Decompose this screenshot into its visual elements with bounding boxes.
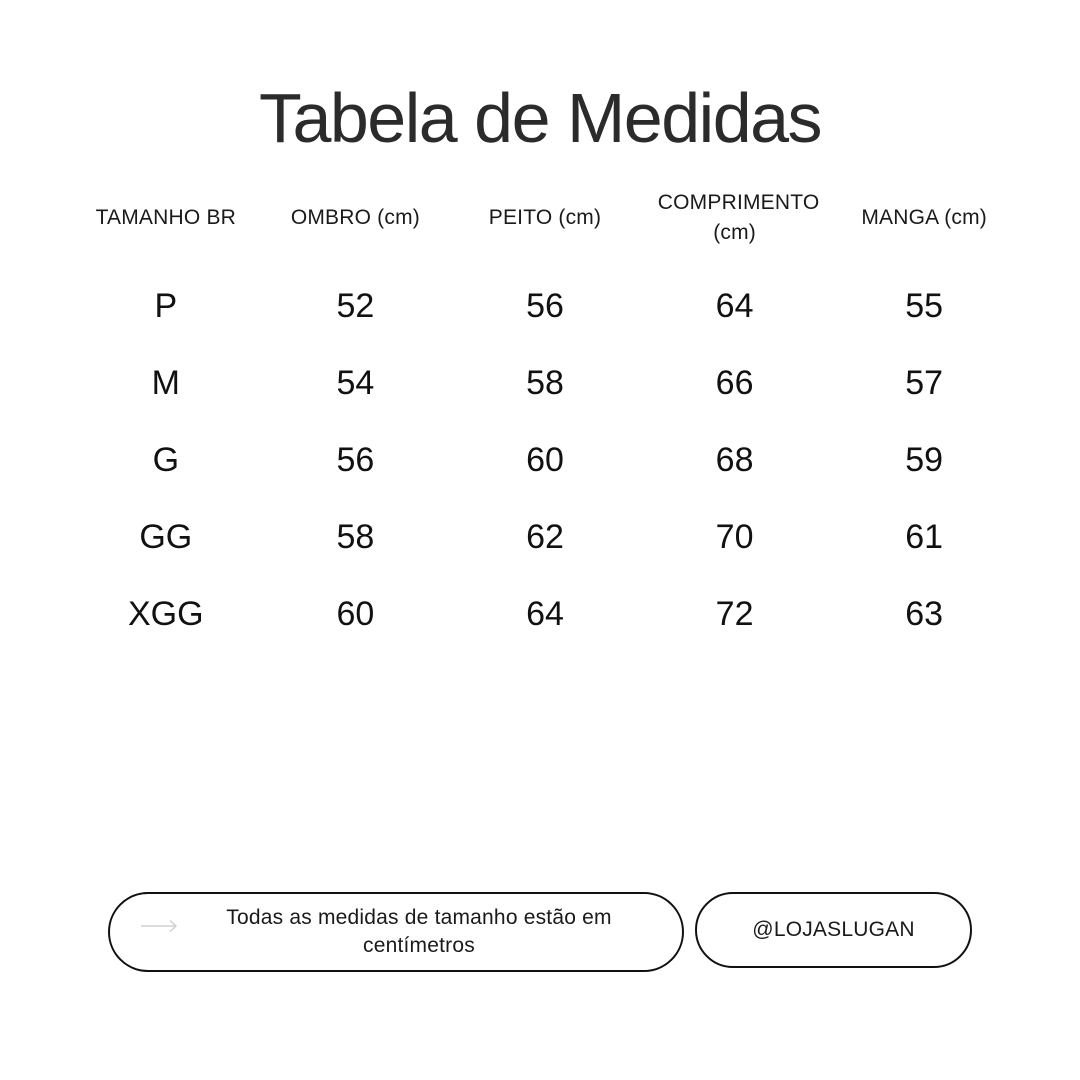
cell-peito: 60 xyxy=(526,440,564,479)
store-handle-text: @LOJASLUGAN xyxy=(752,918,915,941)
cell-peito: 62 xyxy=(526,517,564,556)
table-row xyxy=(71,267,1019,344)
table-row xyxy=(71,575,1019,652)
cell-manga: 63 xyxy=(905,594,944,633)
table-row xyxy=(71,421,1019,498)
cell-ombro: 54 xyxy=(336,363,375,402)
cell-comprimento: 68 xyxy=(715,440,754,479)
arrow-right-icon xyxy=(140,918,180,934)
page-title: Tabela de Medidas xyxy=(258,79,822,157)
header-manga: MANGA (cm) xyxy=(861,206,987,229)
cell-comprimento: 70 xyxy=(715,517,754,556)
cell-ombro: 60 xyxy=(336,594,375,633)
cell-comprimento: 66 xyxy=(715,363,754,402)
cell-manga: 61 xyxy=(905,517,944,556)
header-comprimento: COMPRIMENTO (cm) xyxy=(657,191,820,244)
cell-ombro: 52 xyxy=(336,286,375,325)
cell-ombro: 58 xyxy=(336,517,375,556)
header-tamanho: TAMANHO BR xyxy=(95,206,237,229)
cell-comprimento: 64 xyxy=(715,286,754,325)
measurement-note-pill xyxy=(108,892,684,972)
cell-size: XGG xyxy=(128,594,204,633)
header-peito: PEITO (cm) xyxy=(488,206,602,229)
cell-peito: 56 xyxy=(526,286,564,325)
measurement-note-text: Todas as medidas de tamanho estão em centímetros xyxy=(226,906,612,957)
cell-size: GG xyxy=(139,517,193,556)
size-table xyxy=(71,188,1019,652)
table-row xyxy=(71,344,1019,421)
cell-peito: 64 xyxy=(526,594,564,633)
table-header-row xyxy=(71,188,1019,248)
table-row xyxy=(71,498,1019,575)
cell-manga: 57 xyxy=(905,363,944,402)
cell-size: M xyxy=(151,363,180,402)
cell-ombro: 56 xyxy=(336,440,375,479)
store-handle-pill xyxy=(695,892,972,968)
cell-size: P xyxy=(154,286,178,325)
cell-comprimento: 72 xyxy=(715,594,754,633)
cell-peito: 58 xyxy=(526,363,564,402)
cell-manga: 55 xyxy=(905,286,944,325)
cell-manga: 59 xyxy=(905,440,944,479)
table-body xyxy=(71,267,1019,652)
header-ombro: OMBRO (cm) xyxy=(290,206,420,229)
cell-size: G xyxy=(152,440,180,479)
